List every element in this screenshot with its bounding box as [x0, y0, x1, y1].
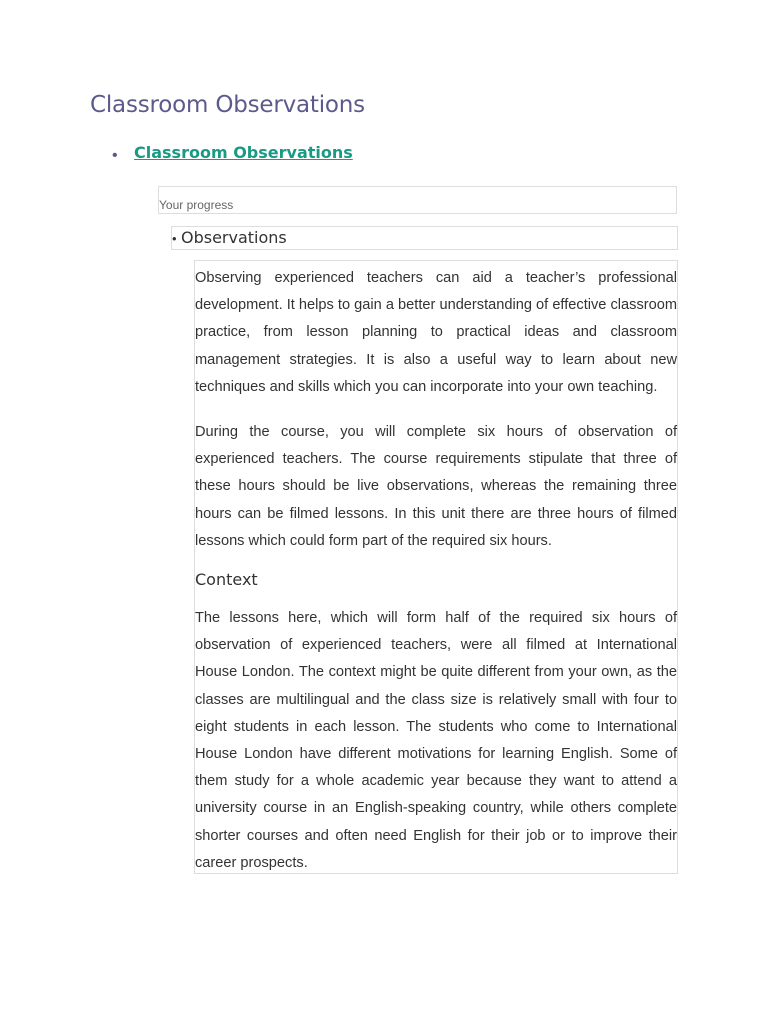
- course-link[interactable]: Classroom Observations: [134, 143, 353, 162]
- bullet-icon: •: [172, 231, 177, 246]
- context-heading: Context: [195, 570, 258, 589]
- paragraph-requirements: During the course, you will complete six hours of observation of experienced teachers. The course requirements stipulate that three of these hours should be live observations, whereas the remaining three hours can be filmed lessons. In this unit there are three hours of filmed lessons which could form part of the required six hours.: [195, 424, 677, 549]
- paragraph-context: The lessons here, which will form half of the required six hours of observation of experienced teachers, were all filmed at International House London. The context might be quite different from your own, as the classes are multilingual and the class size is relatively small with four to eight students in each lesson. The students who come to International House London have different motivations for learning English. Some of them study for a whole academic year because they want to attend a university course in an English-speaking country, while others complete shorter courses and often need English for their job or to improve their career prospects.: [195, 610, 677, 871]
- section-header[interactable]: [171, 226, 678, 250]
- progress-panel: [158, 186, 677, 214]
- content-panel: [194, 260, 678, 874]
- bullet-icon: •: [112, 147, 118, 164]
- progress-label: Your progress: [159, 198, 234, 212]
- section-title: Observations: [181, 228, 287, 247]
- page-title: Classroom Observations: [90, 92, 365, 118]
- paragraph-intro: Observing experienced teachers can aid a teacher’s professional development. It helps to gain a better understanding of effective classroom practice, from lesson planning to practical ideas and classroom management strategies. It is also a useful way to learn about new techniques and skills which you can incorporate into your own teaching.: [195, 270, 677, 395]
